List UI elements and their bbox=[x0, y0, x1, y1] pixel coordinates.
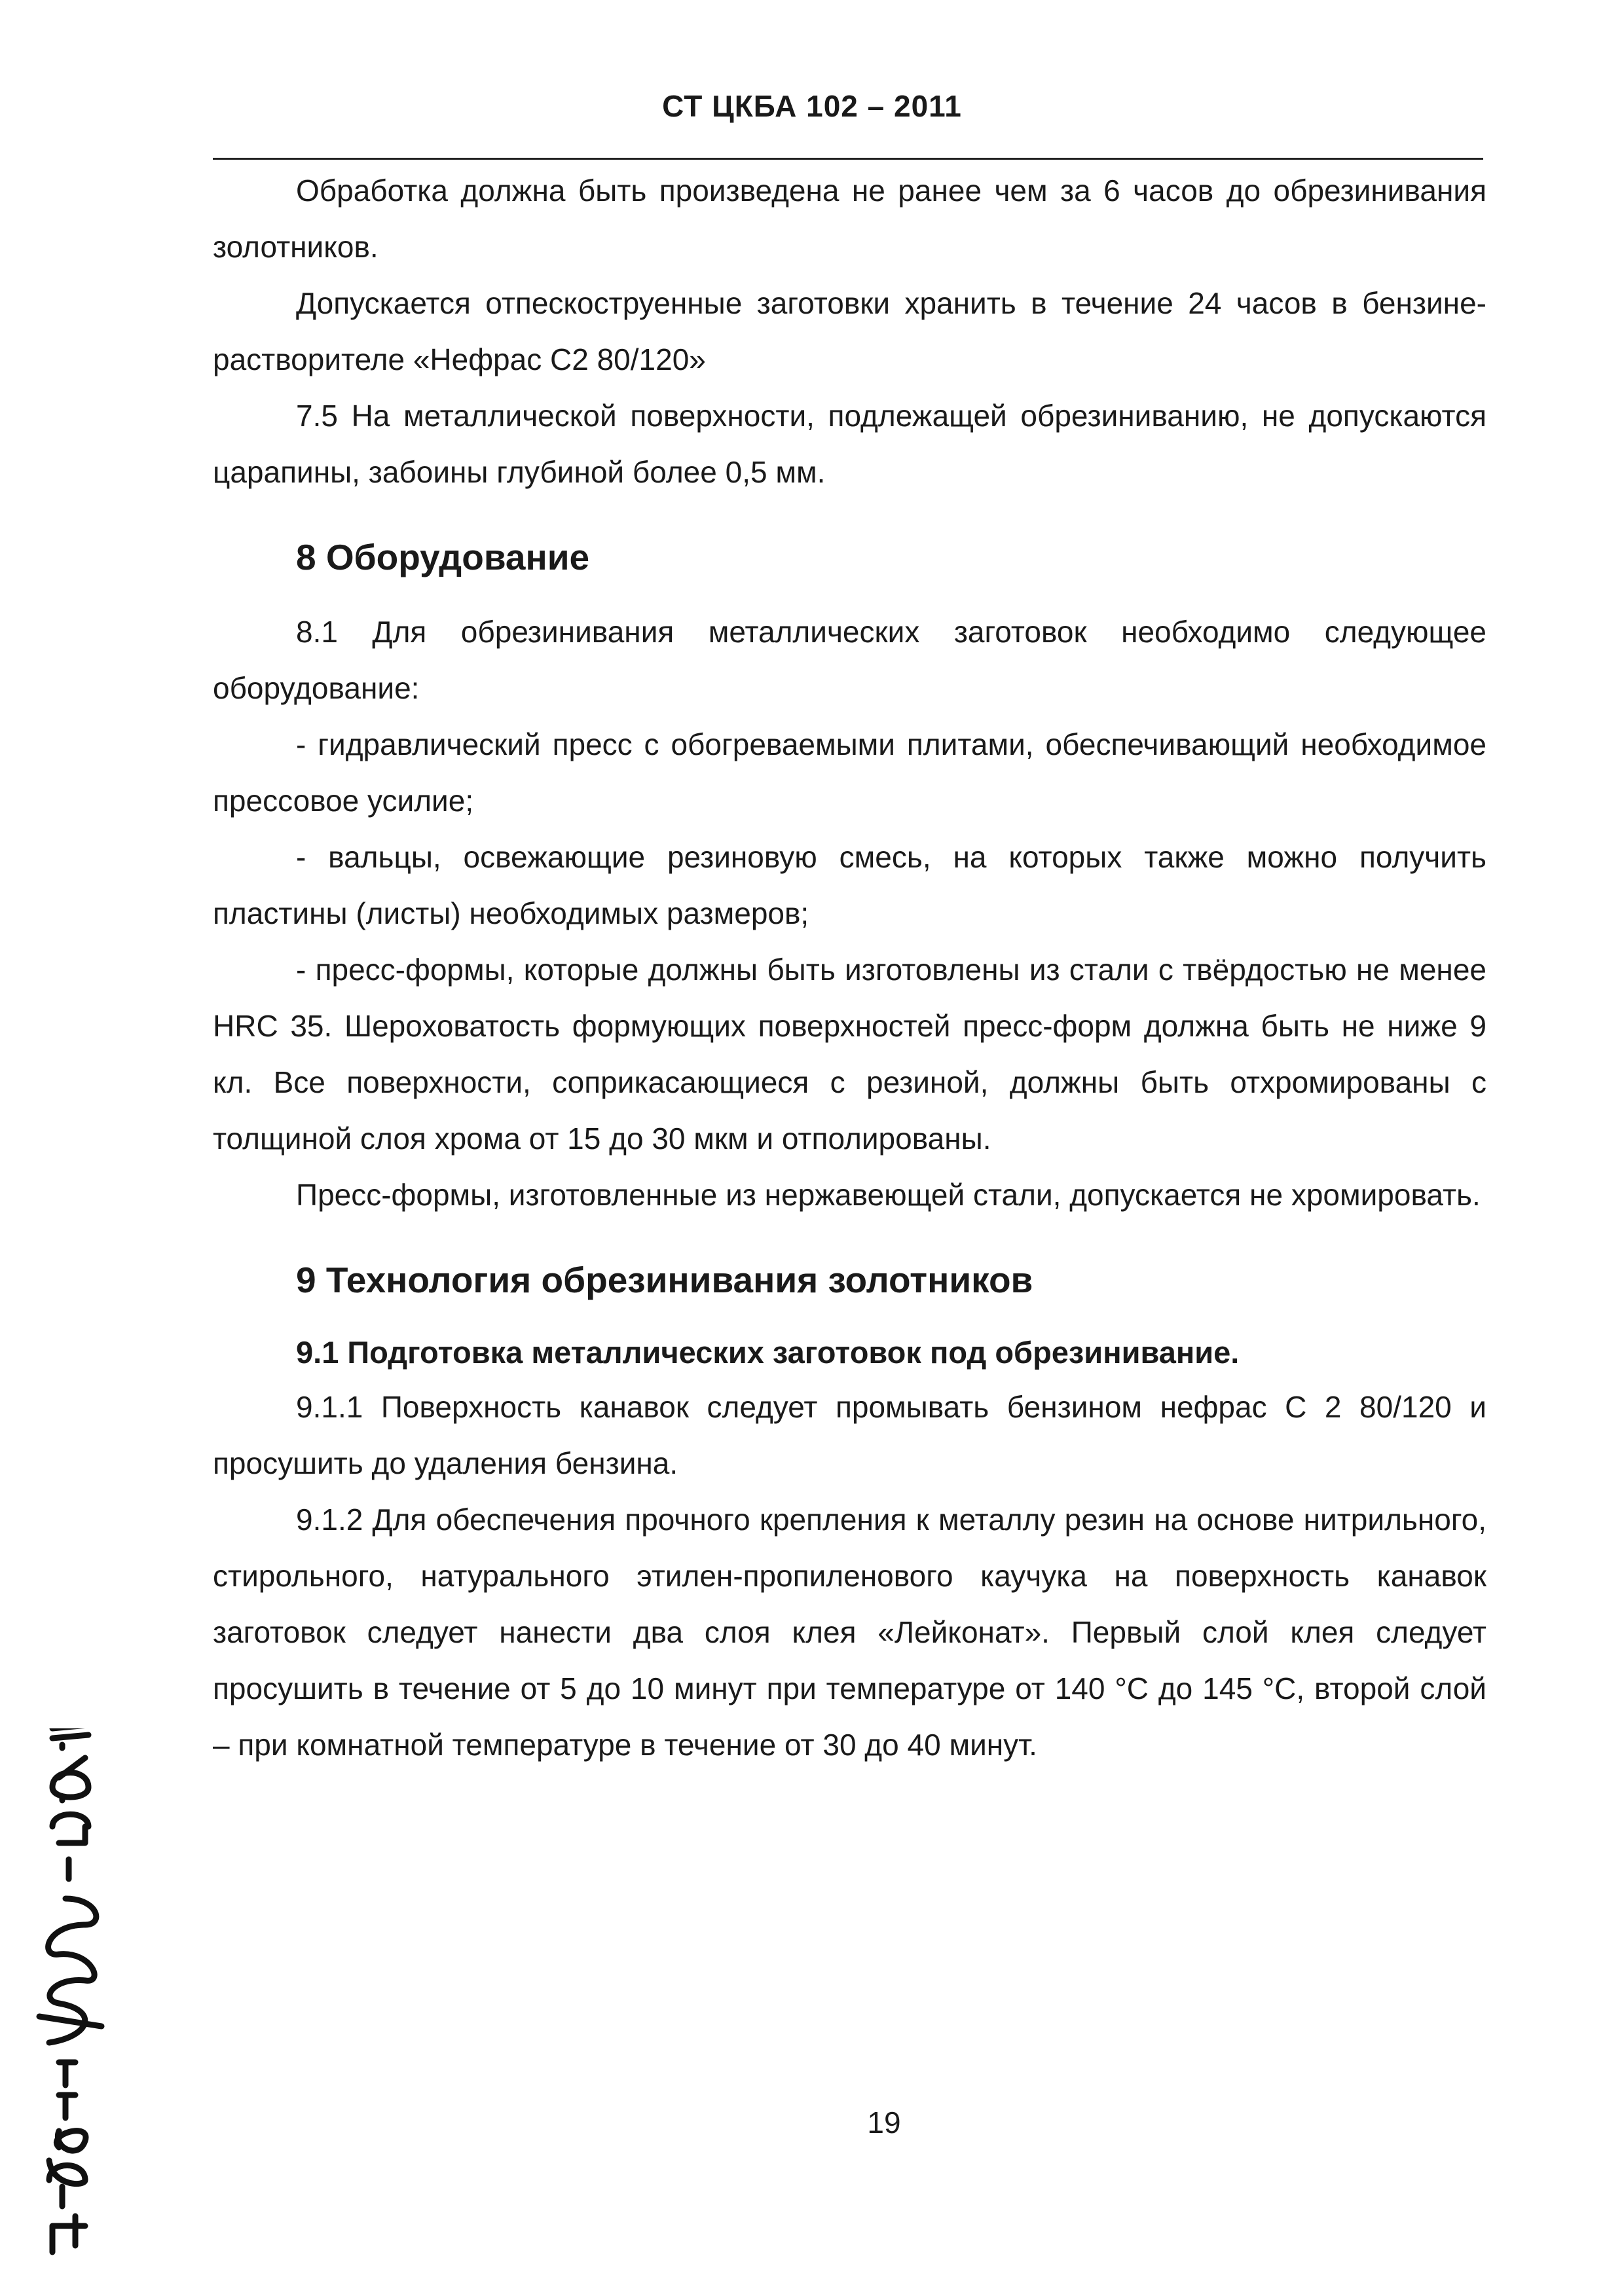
list-item-press-molds: - пресс-формы, которые должны быть изготовлены из стали с твёрдостью не менее HRC 35. Шероховатость формующих поверхностей пресс-форм должна быть не ниже 9 кл. Все поверхности, соприкасающиеся с резиной, должны быть отхромированы с толщиной слоя хрома от 15 до 30 мкм и отполированы. bbox=[213, 953, 1486, 1156]
paragraph-7-5: 7.5 На металлической поверхности, подлежащей обрезиниванию, не допускаются царапины, забоины глубиной более 0,5 мм. bbox=[213, 399, 1486, 489]
paragraph-9-1-1: 9.1.1 Поверхность канавок следует промывать бензином нефрас С 2 80/120 и просушить до удаления бензина. bbox=[213, 1390, 1486, 1480]
header-rule bbox=[213, 158, 1483, 160]
document-body bbox=[213, 162, 1486, 1773]
paragraph-stainless-molds: Пресс-формы, изготовленные из нержавеющей стали, допускается не хромировать. bbox=[296, 1178, 1481, 1212]
paragraph-processing-time: Обработка должна быть произведена не ранее чем за 6 часов до обрезинивания золотников. bbox=[213, 173, 1486, 264]
page-number: 19 bbox=[867, 2105, 901, 2140]
section-8-title: 8 Оборудование bbox=[296, 537, 590, 577]
list-item-hydraulic-press: - гидравлический пресс с обогреваемыми плитами, обеспечивающий необходимое прессовое усилие; bbox=[213, 727, 1486, 818]
paragraph-storage: Допускается отпескоструенные заготовки хранить в течение 24 часов в бензине-растворителе «Нефрас С2 80/120» bbox=[213, 286, 1486, 376]
subsection-9-1-title: 9.1 Подготовка металлических заготовок под обрезинивание. bbox=[296, 1335, 1240, 1370]
paragraph-8-1: 8.1 Для обрезинивания металлических заготовок необходимо следующее оборудование: bbox=[213, 615, 1486, 705]
page-header: СТ ЦКБА 102 – 2011 bbox=[662, 89, 962, 123]
section-9-title: 9 Технология обрезинивания золотников bbox=[296, 1260, 1033, 1300]
handwritten-margin-note bbox=[13, 1728, 124, 2265]
list-item-rollers: - вальцы, освежающие резиновую смесь, на которых также можно получить пластины (листы) необходимых размеров; bbox=[213, 840, 1486, 930]
paragraph-9-1-2: 9.1.2 Для обеспечения прочного крепления к металлу резин на основе нитрильного, стирольного, натурального этилен-пропиленового каучука на поверхность канавок заготовок следует нанести два слоя клея «Лейконат». Первый слой клея следует просушить в течение от 5 до 10 минут при температуре от 140 °С до 145 °С, второй слой – при комнатной температуре в течение от 30 до 40 минут. bbox=[213, 1503, 1486, 1762]
